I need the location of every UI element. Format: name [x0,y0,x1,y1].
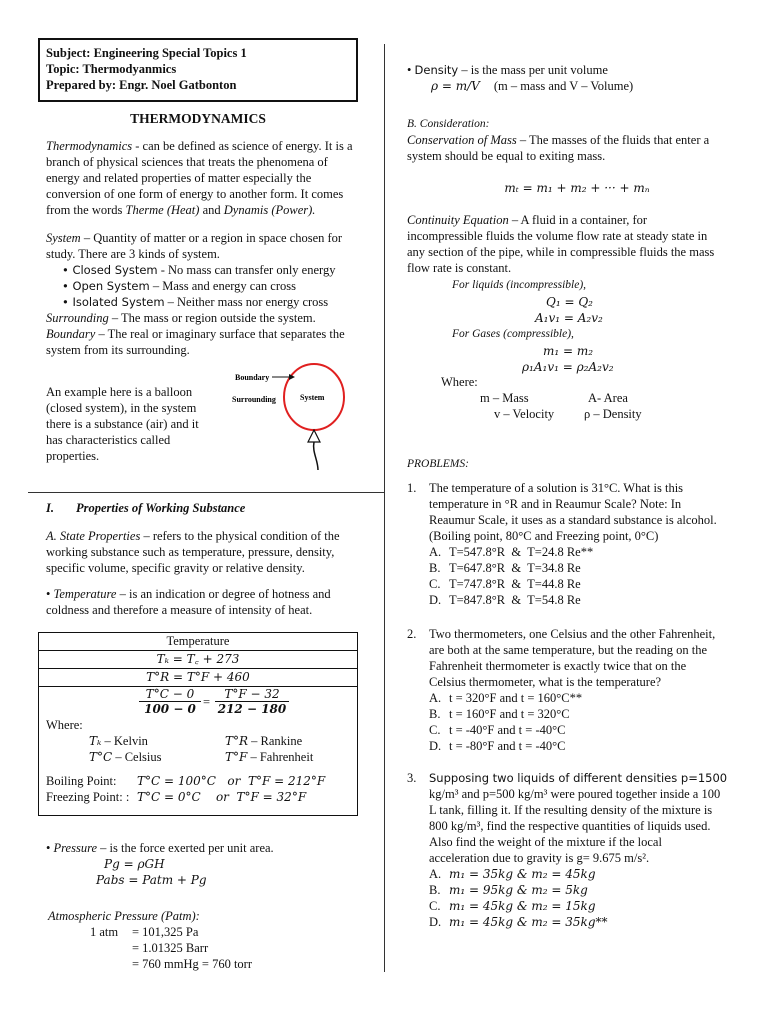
liquids-label: For liquids (incompressible), [452,279,587,291]
density-paragraph: • Density – is the mass per unit volume ρ = m/V (m – mass and V – Volume) [407,63,634,93]
continuity-paragraph [407,212,747,276]
dynamis: Dynamis (Power). [223,203,316,217]
celsius-symbol: T°C [89,750,113,764]
balloon-string [314,442,318,470]
system-text: – Quantity of matter or a region in space chosen for [80,231,343,245]
choice-letter: D. [429,739,442,753]
continuity-line: any section of the pipe, while in compressible fluids the mass [407,245,715,259]
kind-name: • Open System [62,279,150,293]
kind-desc: – Neither mass nor energy cross [164,295,329,309]
choice-text: T=747.8°R & T=44.8 Re [449,577,581,591]
choice-text: t = -40°F and t = -40°C [449,723,566,737]
balloon-line: (closed system), in the system [46,401,197,415]
problems-heading: PROBLEMS: [407,458,469,470]
pressure-paragraph: • Pressure – is the force exerted per unit area. Pg = ρGH Pabs = Patm + Pg [46,840,366,888]
system-term: System [46,231,81,245]
choice-letter: A. [429,691,442,705]
absolute-pressure-equation: Pabs = Patm + Pg [96,873,207,887]
freezing-label: Freezing Point: : [46,790,130,804]
problem-line: L tank, filling it. If the resulting density of the mixture is [429,803,713,817]
table-where: Where: [46,718,83,732]
atm-unit: 1 atm [90,925,119,939]
conservation-line: system should be equal to exiting mass. [407,149,606,163]
topic-line: Topic: Thermodyanmics [46,62,177,76]
header-box [38,38,358,102]
fahrenheit-desc: – Fahrenheit [247,750,314,764]
problem-line: Celsius thermometer, what is the temperature? [429,675,662,689]
pressure-term: Pressure [53,841,98,855]
kind-desc: - No mass can transfer only energy [157,263,336,277]
balloon-line: properties. [46,449,100,463]
table-ratio [39,687,357,717]
state-paragraph [46,528,366,576]
density-text: – is the mass per unit volume [458,63,608,77]
intro-line: from the words [46,203,126,217]
boiling-equation: T°C = 100°C or T°F = 212°F [137,774,326,788]
problem-line: are both at the same temperature, but the reading on the [429,643,708,657]
problem-number: 1. [407,481,417,495]
choice-text: m₁ = 45kg & m₂ = 15kg [449,899,596,913]
density-def: ρ – Density [584,407,642,421]
choice-text: T=847.8°R & T=54.8 Re [449,593,581,607]
temperature-term: Temperature [53,587,117,601]
conservation-paragraph [407,132,747,164]
table-defs [39,733,357,765]
kelvin-desc: – Kelvin [101,734,148,748]
boiling-label: Boiling Point: [46,774,117,788]
column-divider [384,44,385,972]
conservation-term: Conservation of Mass [407,133,517,147]
problem-line: temperature in °R and in Reaumur Scale? Note: In [429,497,682,511]
surrounding-label: Surrounding [232,395,276,404]
choice-text: t = 160°F and t = 320°C [449,707,570,721]
balloon-knot [308,430,320,442]
choice-text: t = -80°F and t = -40°C [449,739,566,753]
therme: Therme (Heat) [125,203,200,217]
choice-text: m₁ = 95kg & m₂ = 5kg [449,883,588,897]
problem-line: Supposing two liquids of different densities p=1500 [429,771,728,785]
kelvin-symbol: Tₖ [89,734,102,748]
consideration-heading: B. Consideration: [407,118,490,130]
surrounding-text: – The mass or region outside the system. [108,311,316,325]
table-row-kelvin: Tₖ = T꜀ + 273 [39,651,357,669]
boundary-line: system from its surrounding. [46,343,190,357]
problem-2 [407,626,752,754]
mass-equation: mₜ = m₁ + m₂ + ··· + mₙ [504,181,650,195]
choice-letter: C. [429,723,441,737]
problem-line: Also find the weight of the mixture if the local [429,835,662,849]
table-row-rankine: T°R = T°F + 460 [39,669,357,687]
freezing-equation: T°C = 0°C or T°F = 32°F [137,790,307,804]
problem-line: Fahrenheit thermometer is exactly twice that on the [429,659,687,673]
density-term: Density [414,63,459,77]
section-number: I. [46,501,54,515]
intro-line: branch of physical sciences that treats the phenomena of [46,155,328,169]
gas-equation-density: ρ₁A₁v₁ = ρ₂A₂v₂ [522,360,614,374]
problem-line: acceleration due to gravity is g= 9.675 m/s². [429,851,650,865]
intro-text: - can be defined as science of energy. It is a [132,139,353,153]
table-points [39,773,357,809]
choice-letter: A. [429,545,442,559]
atm-value: = 760 mmHg = 760 torr [132,957,252,971]
rankine-symbol: T°R [225,734,249,748]
continuity-line: flow rate is constant. [407,261,512,275]
kind-name: • Isolated System [62,295,165,309]
balloon-paragraph [46,384,206,464]
kind-name: • Closed System [62,263,158,277]
system-line: study. There are 3 kinds of system. [46,247,220,261]
boundary-term: Boundary [46,327,96,341]
problem-line: Reaumur Scale, it uses as a standard substance is alcohol. [429,513,717,527]
table-header: Temperature [39,633,357,651]
atm-value: = 1.01325 Barr [132,941,209,955]
section-heading [46,500,366,516]
section-divider [28,492,384,493]
state-line: working substance such as temperature, pressure, density, [46,545,335,559]
choice-text: T=547.8°R & T=24.8 Re** [449,545,594,559]
atm-value: = 101,325 Pa [132,925,199,939]
choice-letter: A. [429,867,442,881]
velocity-def: v – Velocity [494,407,555,421]
choice-text: t = 320°F and t = 160°C** [449,691,583,705]
intro-line: conversion of one form of energy to another form. It comes [46,187,344,201]
temperature-paragraph: • Temperature – is an indication or degree of hotness and coldness and therefore a measure of intensity of heat. [46,586,366,618]
choice-letter: B. [429,561,441,575]
choice-letter: C. [429,899,441,913]
intro-term: Thermodynamics [46,139,133,153]
ratio-equals: = [203,695,211,709]
state-line: specific volume, specific gravity or relative density. [46,561,305,575]
balloon-line: there is a substance (air) and it [46,417,199,431]
liquid-equation-area: A₁v₁ = A₂v₂ [535,311,603,325]
problem-1 [407,480,752,608]
ratio-left-num: T°C − 0 [139,687,201,702]
choice-text: m₁ = 35kg & m₂ = 45kg [449,867,596,881]
balloon-diagram [220,360,370,480]
problem-line: Two thermometers, one Celsius and the other Fahrenheit, [429,627,716,641]
problem-line: kg/m³ and p=500 kg/m³ were poured together inside a 100 [429,787,721,801]
system-paragraph [46,230,366,358]
conservation-text: – The masses of the fluids that enter a [516,133,710,147]
density-note: (m – mass and V – Volume) [493,79,634,93]
fahrenheit-symbol: T°F [225,750,248,764]
choice-letter: D. [429,915,442,929]
choice-letter: B. [429,707,441,721]
page-title: THERMODYNAMICS [130,111,266,126]
where-label: Where: [441,375,478,389]
problem-line: (Boiling point, 80°C and Freezing point, 0°C) [429,529,659,543]
ratio-right-num: T°F − 32 [215,687,289,702]
atm-values [90,924,370,972]
liquid-equation-flow: Q₁ = Q₂ [546,295,593,309]
atm-label: Atmospheric Pressure (Patm): [48,909,200,923]
boundary-text: – The real or imaginary surface that separates the [95,327,345,341]
state-term: A. State Properties [46,529,141,543]
continuity-text: – A fluid in a container, for [508,213,648,227]
gas-equation-mass: m₁ = m₂ [543,344,594,358]
temperature-table [38,632,358,816]
intro-paragraph [46,138,366,218]
problem-3 [407,770,757,930]
ratio-left-den: 100 − 0 [144,702,196,716]
gauge-pressure-equation: Pg = ρGH [104,857,165,871]
density-equation: ρ = m/V [431,79,480,93]
temperature-line: coldness and therefore a measure of intensity of heat. [46,603,313,617]
intro-and: and [199,203,224,217]
area-def: A- Area [588,391,628,405]
gases-label: For Gases (compressible), [452,328,574,340]
subject-line: Subject: Engineering Special Topics 1 [46,46,247,60]
problem-line: 800 kg/m³, find the respective quantities of liquids used. [429,819,711,833]
problem-number: 2. [407,627,417,641]
rankine-desc: – Rankine [248,734,303,748]
prepared-line: Prepared by: Engr. Noel Gatbonton [46,78,237,92]
continuity-term: Continuity Equation [407,213,509,227]
boundary-label: Boundary [235,373,270,382]
ratio-right-den: 212 − 180 [217,702,287,716]
balloon-line: has characteristics called [46,433,171,447]
ratio-left [139,687,201,716]
celsius-desc: – Celsius [112,750,162,764]
choice-text: T=647.8°R & T=34.8 Re [449,561,581,575]
mass-def: m – Mass [480,391,529,405]
choice-letter: B. [429,883,441,897]
surrounding-term: Surrounding [46,311,109,325]
temperature-text: – is an indication or degree of hotness and [116,587,331,601]
problem-line: The temperature of a solution is 31°C. What is this [429,481,684,495]
balloon-line: An example here is a balloon [46,385,193,399]
ratio-right [215,687,289,716]
system-label: System [300,393,325,402]
pressure-text: – is the force exerted per unit area. [97,841,274,855]
choice-letter: D. [429,593,442,607]
state-text: – refers to the physical condition of the [140,529,340,543]
choice-letter: C. [429,577,441,591]
kind-desc: – Mass and energy can cross [149,279,296,293]
intro-line: energy and related properties of matter especially the [46,171,312,185]
problem-number: 3. [407,771,417,785]
choice-text: m₁ = 45kg & m₂ = 35kg** [449,915,608,929]
continuity-line: incompressible fluids the volume flow rate at steady state in [407,229,708,243]
section-title: Properties of Working Substance [76,501,246,515]
